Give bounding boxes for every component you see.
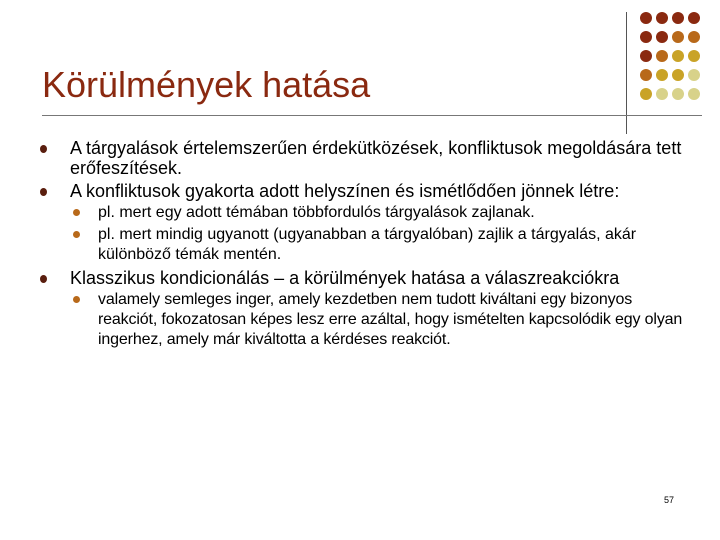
bullet-text: A tárgyalások értelemszerűen érdekütközések, konfliktusok megoldására tett erőfeszítések. xyxy=(70,138,682,178)
decoration-dot xyxy=(656,31,668,43)
bullet-list xyxy=(40,138,690,350)
bullet-dot-icon xyxy=(40,275,47,283)
bullet-item xyxy=(40,138,690,178)
slide-content xyxy=(40,138,690,353)
decoration-dot xyxy=(640,69,652,81)
decoration-dot xyxy=(640,88,652,100)
sub-bullet-text: pl. mert egy adott témában többfordulós tárgyalások zajlanak. xyxy=(98,204,535,221)
sub-bullet-dot-icon xyxy=(73,231,80,238)
decoration-dot xyxy=(656,50,668,62)
title-underline xyxy=(42,115,702,116)
bullet-text: Klasszikus kondicionálás – a körülmények hatása a válaszreakciókra xyxy=(70,268,620,288)
sub-bullet-list xyxy=(70,203,690,265)
decoration-dot xyxy=(688,50,700,62)
decoration-dot xyxy=(688,69,700,81)
bullet-dot-icon xyxy=(40,145,47,153)
sub-bullet-text: pl. mert mindig ugyanott (ugyanabban a tárgyalóban) zajlik a tárgyalás, akár különböző témák mentén. xyxy=(98,226,637,263)
sub-bullet-dot-icon xyxy=(73,209,80,216)
decoration-dot xyxy=(656,12,668,24)
sub-bullet-item xyxy=(70,203,690,223)
decoration-dot xyxy=(656,69,668,81)
sub-bullet-item xyxy=(70,290,690,350)
bullet-dot-icon xyxy=(40,188,47,196)
decoration-dot xyxy=(640,31,652,43)
decoration-dot xyxy=(672,50,684,62)
decoration-dot xyxy=(672,69,684,81)
bullet-item xyxy=(40,181,690,265)
bullet-text: A konfliktusok gyakorta adott helyszínen és ismétlődően jönnek létre: xyxy=(70,181,620,201)
decoration-dot xyxy=(688,12,700,24)
dot-grid xyxy=(640,12,700,100)
decoration-dot xyxy=(656,88,668,100)
sub-bullet-text: valamely semleges inger, amely kezdetben nem tudott kiváltani egy bizonyos reakciót, fokozatosan képes lesz erre azáltal, hogy ismételten kapcsolódik egy olyan ingerhez, amely már kiváltotta a kérdéses reakciót. xyxy=(98,291,683,348)
page-number: 57 xyxy=(664,495,675,505)
bullet-item xyxy=(40,268,690,350)
decoration-dot xyxy=(688,88,700,100)
decoration-dot xyxy=(672,31,684,43)
decoration-dot xyxy=(672,88,684,100)
decoration-dot xyxy=(640,50,652,62)
sub-bullet-list xyxy=(70,290,690,350)
sub-bullet-item xyxy=(70,225,690,265)
decoration-dot xyxy=(672,12,684,24)
decoration-dot xyxy=(640,12,652,24)
sub-bullet-dot-icon xyxy=(73,296,80,303)
decoration-dot xyxy=(688,31,700,43)
slide-title: Körülmények hatása xyxy=(42,64,371,105)
